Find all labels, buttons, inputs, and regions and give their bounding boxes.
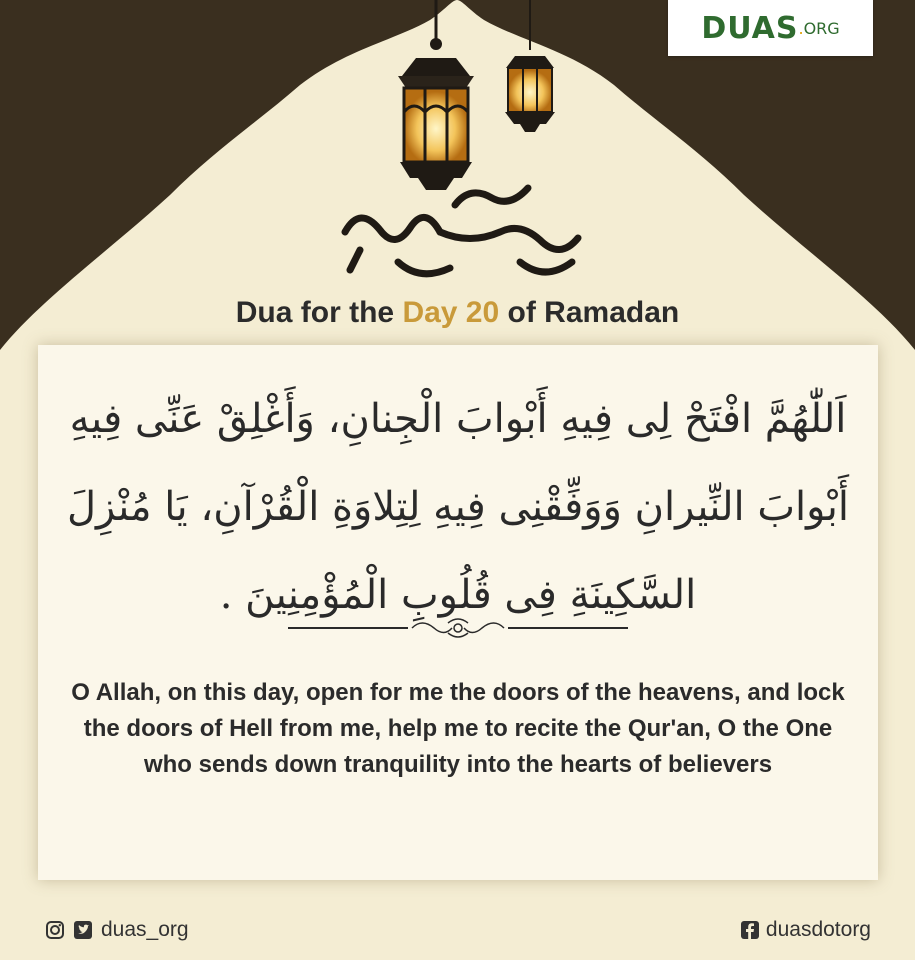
english-translation: O Allah, on this day, open for me the doors of the heavens, and lock the doors of Hell from me, help me to recite the Qur'an, O the One who sends down tranquility into the hearts of believers xyxy=(71,679,845,778)
logo-suffix-text: ORG xyxy=(803,18,840,38)
social-handle-right[interactable]: duasdotorg xyxy=(765,918,871,941)
arabic-dua-text: اَللّٰهُمَّ افْتَحْ لِی فِیهِ أَبْوابَ الْجِنانِ، وَأَغْلِقْ عَنِّی فِیهِ أَبْوابَ النِّیرانِ وَوَفِّقْنِی فِیهِ لِتِلاوَةِ الْقُرْآنِ، یَا مُنْزِلَ السَّكِینَةِ فِی قُلُوبِ الْمُؤْمِنِینَ . xyxy=(66,396,850,618)
footer-social-left xyxy=(45,918,189,942)
ornament-divider xyxy=(288,613,628,643)
facebook-icon[interactable] xyxy=(740,920,760,940)
title-suffix: of Ramadan xyxy=(499,296,680,329)
instagram-icon[interactable] xyxy=(45,920,65,940)
title-prefix: Dua for the xyxy=(235,296,403,329)
social-handle-left[interactable]: duas_org xyxy=(101,918,189,941)
duas-org-logo[interactable] xyxy=(668,0,873,56)
footer-social-right xyxy=(740,918,871,942)
twitter-icon[interactable] xyxy=(73,920,93,940)
dua-card xyxy=(38,345,878,880)
title-highlight: Day 20 xyxy=(402,296,500,329)
page-title xyxy=(0,296,915,330)
logo-dot: . xyxy=(798,18,804,38)
logo-brand-text: DUAS xyxy=(701,10,799,46)
